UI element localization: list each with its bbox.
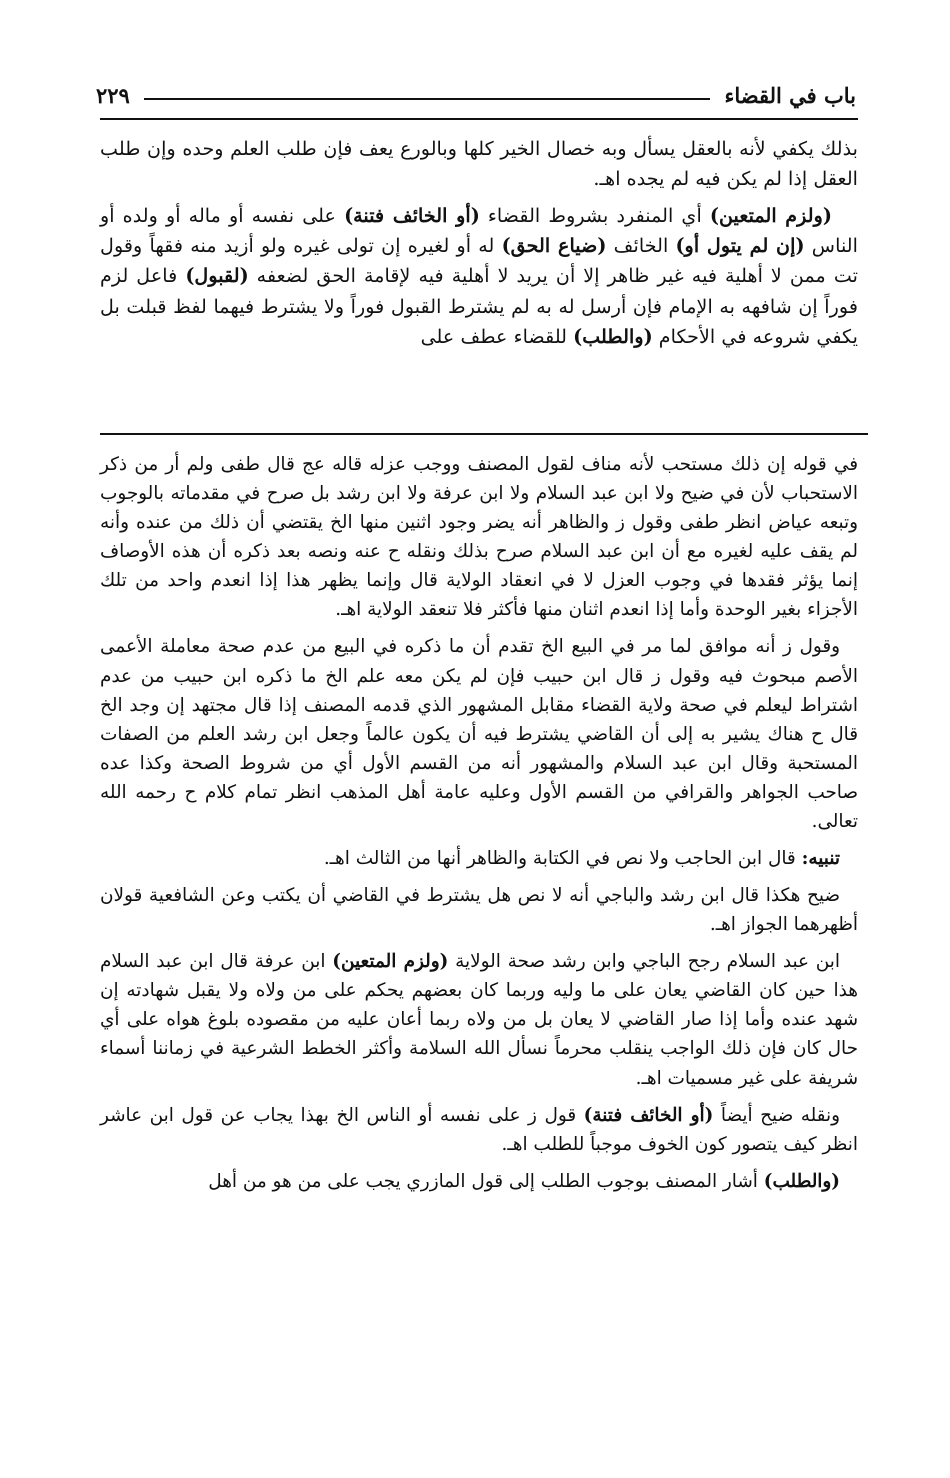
note-paragraph-3 [100, 844, 858, 873]
note-paragraph-4: ضيح هكذا قال ابن رشد والباجي أنه لا نص هل يشترط في القاضي أن يكتب وعن الشافعية قولان أظهرهما الجواز اهـ. [100, 885, 858, 936]
text-run: (لقبول) [185, 264, 249, 288]
text-run: الخائف [606, 233, 676, 257]
text-run: (إن لم يتول أو) [675, 233, 805, 257]
text-run: (ولزم المتعين) [332, 951, 449, 973]
text-run: أي المنفرد بشروط القضاء [479, 203, 710, 227]
note-text: قال ابن الحاجب ولا نص في الكتابة والظاهر أنها من الثالث اهـ. [323, 848, 802, 870]
note-label: تنبيه: [801, 848, 840, 870]
text-run: (والطلب) [573, 324, 653, 348]
note-paragraph-2: وقول ز أنه موافق لما مر في البيع الخ تقدم أن ما ذكره في البيع من عدم صحة معاملة الأعمى الأصم مبحوث فيه وقول ز قال ابن حبيب فإن لم يكن معه علم الخ ما ذكره ابن حبيب من عدم اشتراط ليعلم في صحة ولاية القضاء مقابل المشهور الذي قدمه المصنف إذا قال مجتهد إن وجد الخ قال ح هناك يشير به إلى أن القاضي يشترط فيه أن يكون عالماً وجعل ابن رشد العلم من الصفات المستحبة وقال ابن عبد السلام والمشهور أنه من القسم الأول أي من شروط الصحة وكذا عده صاحب الجواهر والقرافي من القسم الأول وعليه عامة أهل المذهب انظر تمام كلام ح رحمه الله تعالى. [100, 636, 858, 832]
commentary-notes [100, 450, 858, 1204]
text-run: للقضاء عطف على [420, 324, 574, 348]
main-text [100, 134, 858, 358]
note-paragraph-7 [100, 1167, 858, 1196]
note-paragraph-1: في قوله إن ذلك مستحب لأنه مناف لقول المصنف ووجب عزله قاله عج قال طفى ولم أر من ذكر الاستحباب لأن في ضيح ولا ابن عبد السلام ولا ابن عرفة ولا ابن رشد بل صرح في مقدماته بالوجوب وتبعه عياض انظر طفى وقول ز والظاهر أنه يضر وجود اثنين منها الخ يقتضي أن ذلك من عنده وأنه لم يقف عليه لغيره مع أن ابن عبد السلام صرح بذلك ونقله ح عنه ونصه بعد ذكره أن هذه الأوصاف إنما يؤثر فقدها في وجوب العزل لا في انعقاد الولاية قال وإنما يظهر هذا إذا انعدم واحد من تلك الأجزاء بغير الوحدة وأما إذا انعدم اثنان منها فأكثر فلا تنعقد الولاية اهـ. [100, 454, 858, 621]
main-paragraph-2 [100, 201, 858, 353]
text-run: أشار المصنف بوجوب الطلب إلى قول المازري يجب على من هو من أهل [208, 1170, 764, 1192]
text-run: ابن عبد السلام رجح الباجي وابن رشد صحة الولاية [448, 951, 841, 973]
text-run: قول ز على نفسه أو الناس الخ بهذا يجاب عن قول ابن عاشر انظر كيف يتصور كون الخوف موجباً للطلب اهـ. [100, 1104, 858, 1155]
header-divider [100, 118, 858, 120]
text-run: فاعل لزم فوراً إن شافهه به الإمام فإن أرسل له به لم يشترط القبول فوراً ولا يشترط فيهما لفظ قبلت بل يكفي شروعه في الأحكام [100, 264, 858, 348]
text-run: على نفسه أو ماله أو ولده أو الناس [100, 203, 858, 257]
text-run: (ولزم المتعين) [709, 203, 832, 227]
text-run: (والطلب) [763, 1170, 840, 1192]
chapter-title: باب في القضاء [724, 83, 856, 108]
text-run: (أو الخائف فتنة) [583, 1104, 714, 1126]
running-header [96, 72, 856, 112]
text-run: ونقله ضيح أيضاً [713, 1104, 840, 1126]
header-rule [144, 98, 711, 100]
text-run: له أو لغيره إن تولى غيره ولو أزيد منه فقهاً وقول تت ممن لا أهلية فيه غير ظاهر إلا أن يريد لا أهلية فيه لإقامة الحق لضعفه [100, 233, 858, 288]
page-number: ٢٢٩ [96, 83, 130, 108]
note-paragraph-6 [100, 1101, 858, 1159]
text-run: ابن عرفة قال ابن عبد السلام هذا حين كان القاضي يعان على ما وليه وربما كان بعضهم يحكم على من ولاه ولا يقبل شهادته إن شهد عنده وأما إذا صار القاضي لا يعان بل من ولاه ربما أعان عليه من مقصوده بلوغ هواه على أي حال كان فإن ذلك الواجب ينقلب محرماً نسأل الله السلامة وأكثر الخطط الشرعية في زماننا أسماء شريفة على غير مسميات اهـ. [100, 951, 858, 1089]
note-paragraph-5 [100, 947, 858, 1092]
footnote-divider [100, 433, 868, 435]
text-run: (ضياع الحق) [501, 233, 607, 257]
main-paragraph-1: بذلك يكفي لأنه بالعقل يسأل وبه خصال الخير كلها وبالورع يعف فإن طلب العلم وحده وإن طلب العقل إذا لم يكن فيه لم يجده اهـ. [100, 137, 858, 191]
text-run: (أو الخائف فتنة) [344, 203, 480, 227]
